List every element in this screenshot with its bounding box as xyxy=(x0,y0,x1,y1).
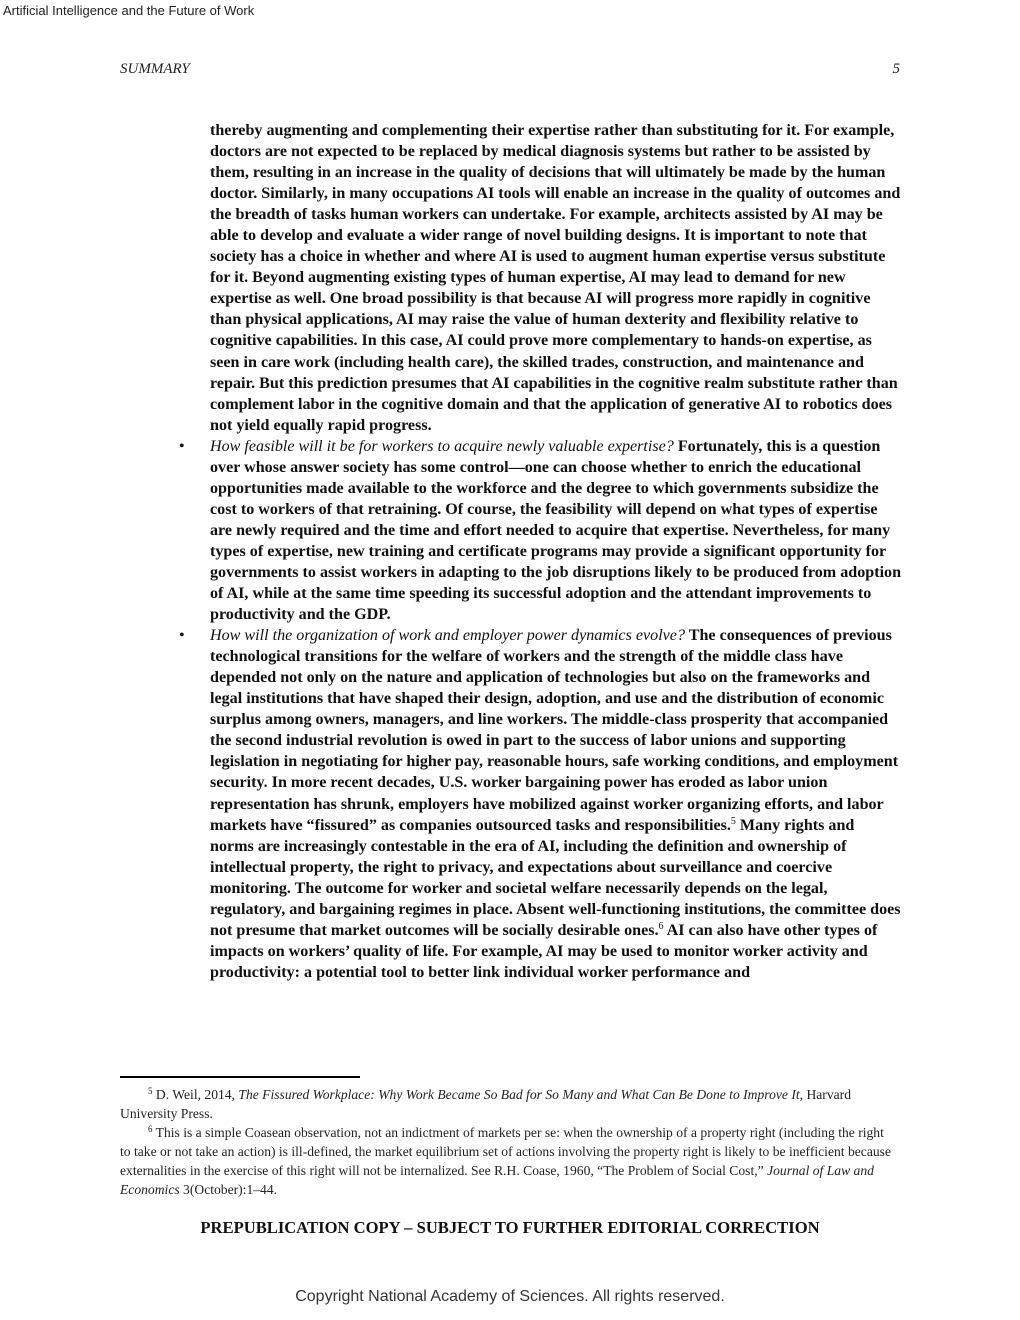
footnote-title: Journal of Law and Economics xyxy=(120,1163,874,1198)
footnote-title: The Fissured Workplace: Why Work Became So Bad for So Many and What Can Be Done to Improve It xyxy=(238,1087,800,1102)
bullet-question: How will the organization of work and employer power dynamics evolve? xyxy=(210,627,686,645)
continued-paragraph: thereby augmenting and complementing their expertise rather than substituting for it. For example, doctors are not expected to be replaced by medical diagnosis systems but rather to be assisted by them, resulting in an increase in the quality of decisions that will ultimately be made by the human doctor. Similarly, in many occupations AI tools will enable an increase in the quality of outcomes and the breadth of tasks human workers can undertake. For example, architects assisted by AI may be able to develop and evaluate a wider range of novel building designs. It is important to note that society has a choice in whether and where AI is used to augment human expertise versus substitute for it. Beyond augmenting existing types of human expertise, AI may lead to demand for new expertise as well. One broad possibility is that because AI will progress more rapidly in cognitive than physical applications, AI may raise the value of human dexterity and flexibility relative to cognitive capabilities. In this case, AI could prove more complementary to hands-on expertise, as seen in care work (including health care), the skilled trades, construction, and maintenance and repair. But this prediction presumes that AI capabilities in the cognitive realm substitute rather than complement labor in the cognitive domain and that the application of generative AI to robotics does not yield equally rapid progress. xyxy=(210,122,901,434)
footnote-divider xyxy=(120,1076,360,1078)
page-number: 5 xyxy=(892,61,900,77)
bullet-text: Fortunately, this is a question over whose answer society has some control—one can choose whether to enrich the educational opportunities made available to the workforce and the degree to which governments subsidize the cost to workers of that retraining. Of course, the feasibility will depend on what types of expertise are newly required and the time and effort needed to acquire that expertise. Nevertheless, for many types of expertise, new training and certificate programs may provide a significant opportunity for governments to assist workers in adapting to the job disruptions likely to be produced from adoption of AI, while at the same time speeding its successful adoption and the attendant improvements to productivity and the GDP. xyxy=(210,437,902,624)
footnote-reference: 6 xyxy=(658,920,664,932)
bullet-glyph: • xyxy=(179,627,185,645)
footnote-5 xyxy=(120,1085,895,1123)
footnotes xyxy=(120,1085,895,1200)
footnote-text: D. Weil, 2014, xyxy=(152,1087,239,1102)
document-window-title: Artificial Intelligence and the Future of Work xyxy=(3,3,255,18)
footnote-mark: 6 xyxy=(148,1124,153,1135)
running-head-section: SUMMARY xyxy=(120,61,190,77)
footnote-6 xyxy=(120,1123,895,1199)
bullet-item-expertise xyxy=(179,436,902,625)
body-text xyxy=(179,120,902,983)
bullet-glyph: • xyxy=(179,437,185,455)
bullet-item-organization xyxy=(179,625,902,983)
footnote-text: , Harvard University Press. xyxy=(120,1087,851,1122)
bullet-text-part-c: AI can also have other types of impacts on workers’ quality of life. For example, AI may be used to monitor worker activity and productivity: a potential tool to better link individual worker performance and xyxy=(210,921,878,981)
bullet-text-part-a: The consequences of previous technological transitions for the welfare of workers and the strength of the middle class have depended not only on the nature and application of technologies but also on the frameworks and legal institutions that have shaped their design, adoption, and use and the distribution of economic surplus among owners, managers, and line workers. The middle-class prosperity that accompanied the second industrial revolution is owed in part to the success of labor unions and supporting legislation in negotiating for higher pay, reasonable hours, safe working conditions, and employment security. In more recent decades, U.S. worker bargaining power has eroded as labor union representation has shrunk, employers have mobilized against worker organizing efforts, and labor markets have “fissured” as companies outsourced tasks and responsibilities. xyxy=(210,627,899,834)
running-head xyxy=(120,61,900,78)
footnote-text: This is a simple Coasean observation, not an indictment of markets per se: when the ownership of a property right (including the right to take or not take an action) is ill-defined, the market equilibrium set of actions involving the property right is likely to be inefficient because externalities in the exercise of this right will not be internalized. See R.H. Coase, 1960, “The Problem of Social Cost,” xyxy=(120,1125,891,1179)
copyright-notice: Copyright National Academy of Sciences. All rights reserved. xyxy=(295,1288,725,1305)
footnote-mark: 5 xyxy=(148,1086,153,1096)
bullet-question: How feasible will it be for workers to acquire newly valuable expertise? xyxy=(210,437,674,455)
bullet-text-part-b: Many rights and norms are increasingly contestable in the era of AI, including the definition and ownership of intellectual property, the right to privacy, and expectations about surveillance and coercive monitoring. The outcome for worker and societal welfare necessarily depends on the legal, regulatory, and bargaining regimes in place. Absent well-functioning institutions, the committee does not presume that market outcomes will be socially desirable ones. xyxy=(210,816,901,939)
footnote-text: 3(October):1–44. xyxy=(179,1182,278,1198)
footnote-reference: 5 xyxy=(730,815,736,827)
prepublication-notice: PREPUBLICATION COPY – SUBJECT TO FURTHER EDITORIAL CORRECTION xyxy=(200,1218,820,1237)
